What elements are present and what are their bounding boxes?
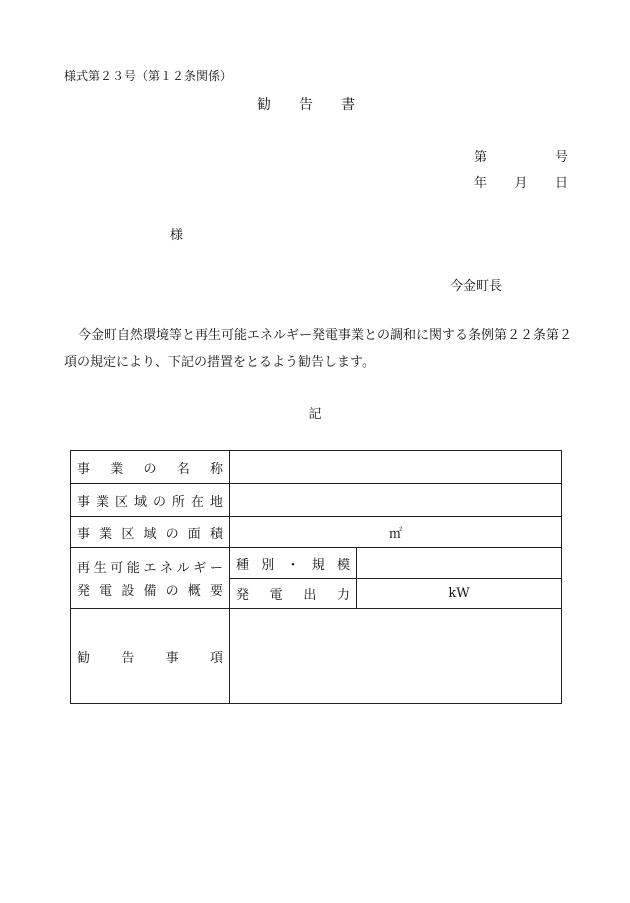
details-table (70, 450, 562, 704)
number-prefix: 第 (474, 150, 488, 165)
table-row (71, 451, 562, 484)
value-type-scale (357, 548, 562, 579)
cell-label: 事 業 区 域 の 所 在 地 (77, 494, 223, 510)
label-location (71, 484, 230, 517)
label-recommendation (71, 609, 230, 704)
body-text: 今金町自然環境等と再生可能エネルギー発電事業との調和に関する条例第２２条第２項の規定により、下記の措置をとるよう勧告します。 (64, 328, 573, 370)
area-unit: ㎡ (230, 517, 562, 548)
table-row (71, 517, 562, 548)
date-year: 年 (474, 176, 488, 191)
label-type-scale (230, 548, 357, 579)
form-number: 様式第２３号（第１２条関係） (64, 69, 233, 83)
addressee: 様 (170, 228, 184, 243)
cell-label: 再 生 可 能 エ ネ ル ギ ー (77, 561, 223, 576)
ki-heading: 記 (308, 407, 322, 422)
document-number-line (474, 146, 568, 165)
value-location (230, 484, 562, 517)
cell-label: 種 別 ・ 規 模 (236, 557, 350, 573)
table-row (71, 484, 562, 517)
label-business-name (71, 451, 230, 484)
cell-label: 発 電 設 備 の 概 要 (77, 584, 223, 599)
label-facility-overview (71, 548, 230, 609)
cell-label: 事 業 の 名 称 (77, 461, 223, 477)
cell-label: 発 電 出 力 (236, 588, 350, 603)
number-suffix: 号 (554, 150, 568, 165)
date-line (474, 172, 568, 191)
table-row (71, 548, 562, 579)
output-unit: kW (357, 579, 562, 609)
cell-label: 勧 告 事 項 (77, 650, 223, 666)
value-recommendation (230, 609, 562, 704)
label-area (71, 517, 230, 548)
label-output (230, 579, 357, 609)
value-business-name (230, 451, 562, 484)
sender: 今金町長 (450, 279, 503, 294)
date-month: 月 (514, 176, 528, 191)
document-title: 勧告書 (257, 97, 383, 113)
cell-label: 事 業 区 域 の 面 積 (77, 526, 223, 542)
table-row (71, 609, 562, 704)
date-day: 日 (554, 176, 568, 191)
